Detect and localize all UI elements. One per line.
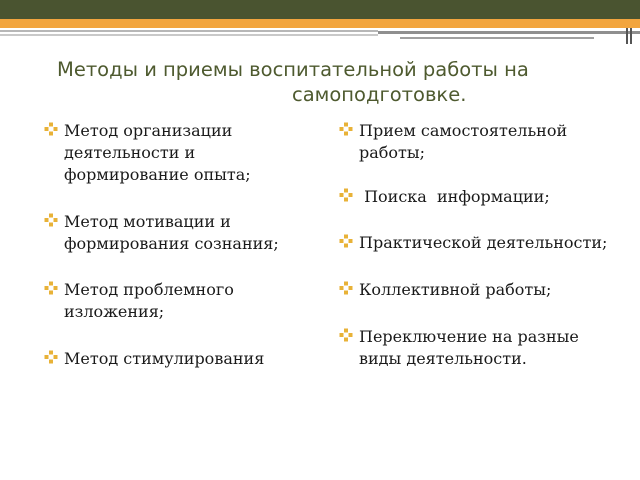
list-item [339, 279, 609, 301]
left-bullet-list [44, 120, 310, 370]
list-item-text: Метод организации деятельности и формирование опыта; [64, 121, 251, 184]
header-stripe [0, 34, 378, 36]
diamond-bullet-icon [44, 122, 58, 136]
list-item-text: Метод мотивации и формирования сознания; [64, 212, 279, 253]
diamond-bullet-icon [44, 350, 58, 364]
header-stripe [378, 31, 640, 34]
list-item [44, 120, 310, 186]
header-band-dark [0, 0, 640, 19]
list-item [44, 211, 310, 255]
list-item-text: Прием самостоятельной работы; [359, 121, 568, 162]
diamond-bullet-icon [44, 213, 58, 227]
header-corner-decoration [626, 28, 632, 44]
diamond-bullet-icon [339, 188, 353, 202]
diamond-bullet-icon [339, 281, 353, 295]
list-item [44, 348, 310, 370]
diamond-bullet-icon [339, 234, 353, 248]
list-item-text: Практической деятельности; [359, 233, 608, 252]
diamond-bullet-icon [339, 328, 353, 342]
list-item-text: Коллективной работы; [359, 280, 552, 299]
slide-title-line-2: самоподготовке. [292, 83, 467, 106]
list-item-text: Метод проблемного изложения; [64, 280, 234, 321]
diamond-bullet-icon [339, 122, 353, 136]
list-item-text: Переключение на разные виды деятельности. [359, 327, 579, 368]
slide-title-line-1: Методы и приемы воспитательной работы на [57, 58, 529, 81]
list-item-text: Метод стимулирования [64, 349, 265, 368]
list-item [339, 120, 609, 164]
list-item [339, 326, 609, 370]
header-stripe [0, 30, 378, 32]
list-item [339, 186, 609, 208]
list-item [44, 279, 310, 323]
header-band-orange [0, 19, 640, 28]
list-item [339, 232, 609, 254]
slide-title [40, 57, 600, 107]
right-bullet-list [339, 120, 609, 370]
header-stripe [400, 37, 594, 39]
list-item-text: Поиска информации; [359, 187, 550, 206]
diamond-bullet-icon [44, 281, 58, 295]
